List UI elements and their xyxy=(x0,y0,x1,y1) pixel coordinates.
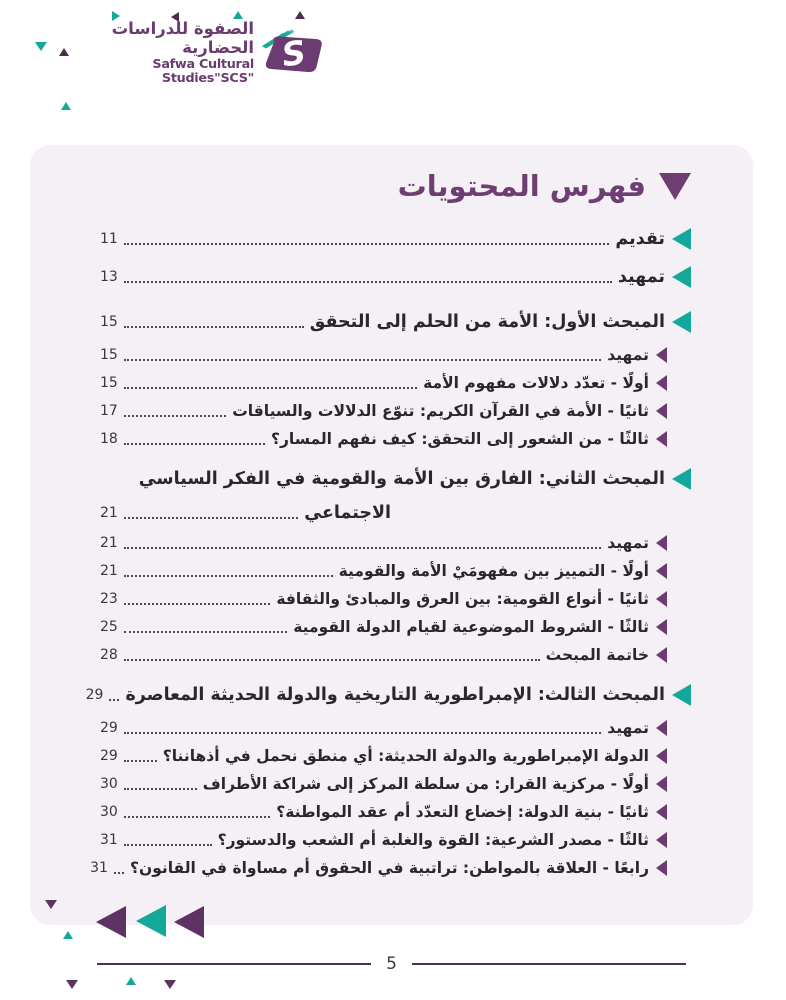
toc-entry-label: ثانيًا - أنواع القومية: بين العرق والمبادئ والثقافة xyxy=(276,589,649,608)
toc-entry[interactable] xyxy=(100,341,691,369)
toc-entry[interactable] xyxy=(100,714,691,742)
toc-entry-page: 21 xyxy=(100,505,118,522)
page-title: فهرس المحتويات xyxy=(397,169,646,203)
toc-entry[interactable] xyxy=(100,613,691,641)
toc-entry-page: 11 xyxy=(100,230,118,247)
deco-big-triangle-left-icon xyxy=(96,906,126,938)
toc-entry[interactable] xyxy=(100,397,691,425)
toc-entry[interactable] xyxy=(100,641,691,669)
triangle-left-icon xyxy=(656,647,667,663)
deco-triangle-up-icon xyxy=(126,977,136,985)
brand-english-name: Safwa Cultural Studies"SCS" xyxy=(152,56,254,86)
deco-triangle-up-icon xyxy=(63,931,73,939)
toc-entry[interactable] xyxy=(100,798,691,826)
dotted-leader xyxy=(124,281,612,283)
triangle-left-icon xyxy=(672,468,691,490)
toc-entry-label: خاتمة المبحث xyxy=(545,645,649,664)
dotted-leader xyxy=(124,415,226,417)
dotted-leader xyxy=(124,387,417,389)
toc-entry-label: ثالثًا - من الشعور إلى التحقق: كيف نفهم المسار؟ xyxy=(270,429,649,448)
dotted-leader xyxy=(124,732,601,734)
toc-entry-page: 30 xyxy=(100,775,118,792)
title-marker-triangle-down-icon xyxy=(659,173,691,200)
toc-entry[interactable] xyxy=(100,258,691,296)
toc-entry[interactable] xyxy=(100,742,691,770)
triangle-left-icon xyxy=(656,591,667,607)
footer-rule-left xyxy=(97,963,371,965)
triangle-left-icon xyxy=(656,563,667,579)
triangle-left-icon xyxy=(672,266,691,288)
deco-big-triangle-left-icon xyxy=(136,905,166,937)
deco-triangle-down-icon xyxy=(66,980,78,989)
toc-entry-label: أولًا - تعدّد دلالات مفهوم الأمة xyxy=(423,373,649,392)
triangle-left-icon xyxy=(656,832,667,848)
toc-entry[interactable] xyxy=(100,461,691,498)
toc-entry[interactable] xyxy=(100,425,691,453)
dotted-leader xyxy=(124,844,212,846)
triangle-left-icon xyxy=(672,311,691,333)
triangle-left-icon xyxy=(672,684,691,706)
triangle-left-icon xyxy=(656,748,667,764)
triangle-left-icon xyxy=(656,535,667,551)
toc-entry-page: 15 xyxy=(100,346,118,363)
toc-entry-page: 21 xyxy=(100,562,118,579)
toc-entry-label: رابعًا - العلاقة بالمواطن: تراتبية في الحقوق أم مساواة في القانون؟ xyxy=(129,858,649,877)
toc-list xyxy=(85,220,691,882)
toc-entry-page: 15 xyxy=(100,314,118,331)
dotted-leader xyxy=(124,788,197,790)
triangle-left-icon xyxy=(656,347,667,363)
toc-entry[interactable] xyxy=(100,529,691,557)
deco-triangle-left-icon xyxy=(171,12,179,22)
triangle-left-icon xyxy=(656,720,667,736)
dotted-leader xyxy=(124,575,333,577)
footer-rule-right xyxy=(412,963,686,965)
toc-entry[interactable] xyxy=(90,854,691,882)
toc-entry-continuation[interactable] xyxy=(100,498,691,529)
toc-entry-label: المبحث الأول: الأمة من الحلم إلى التحقق xyxy=(309,312,665,333)
toc-entry-page: 17 xyxy=(100,402,118,419)
toc-entry-label: الدولة الإمبراطورية والدولة الحديثة: أي منطق نحمل في أذهاننا؟ xyxy=(162,746,649,765)
toc-entry[interactable] xyxy=(100,770,691,798)
toc-entry-label: الاجتماعي xyxy=(304,503,391,524)
toc-entry-page: 29 xyxy=(85,687,104,704)
deco-big-triangle-left-icon xyxy=(174,906,204,938)
dotted-leader xyxy=(124,359,601,361)
toc-entry-label: تمهيد xyxy=(617,266,665,287)
deco-triangle-up-icon xyxy=(295,11,305,19)
dotted-leader xyxy=(109,699,119,701)
toc-entry-page: 31 xyxy=(90,859,108,876)
triangle-left-icon xyxy=(672,228,691,250)
toc-entry-label: ثالثًا - مصدر الشرعية: القوة والغلبة أم الشعب والدستور؟ xyxy=(217,830,649,849)
dotted-leader xyxy=(124,816,270,818)
toc-title-row xyxy=(100,169,691,204)
toc-entry-label: تمهيد xyxy=(607,718,649,737)
toc-entry-label: ثانيًا - بنية الدولة: إخضاع التعدّد أم عقد المواطنة؟ xyxy=(276,802,649,821)
toc-entry-label: أولًا - التمييز بين مفهومَيْ الأمة والقومية xyxy=(338,561,649,580)
toc-entry-label: أولًا - مركزية القرار: من سلطة المركز إلى شراكة الأطراف xyxy=(202,774,649,793)
toc-entry-label: تمهيد xyxy=(607,345,649,364)
dotted-leader xyxy=(124,517,298,519)
dotted-leader xyxy=(114,872,124,874)
dotted-leader xyxy=(124,760,157,762)
triangle-left-icon xyxy=(656,619,667,635)
safwa-logo-icon xyxy=(259,29,325,77)
toc-entry-label: ثانيًا - الأمة في القرآن الكريم: تنوّع الدلالات والسياقات xyxy=(232,401,649,420)
deco-triangle-down-icon xyxy=(164,980,176,989)
toc-entry-label: تقديم xyxy=(615,228,665,249)
toc-entry-page: 23 xyxy=(100,590,118,607)
deco-triangle-down-icon xyxy=(45,900,57,909)
toc-entry-page: 28 xyxy=(100,646,118,663)
toc-entry[interactable] xyxy=(100,304,691,341)
triangle-left-icon xyxy=(656,804,667,820)
toc-entry-page: 25 xyxy=(100,618,118,635)
deco-triangle-up-icon xyxy=(59,48,69,56)
triangle-left-icon xyxy=(656,403,667,419)
toc-entry-label: تمهيد xyxy=(607,533,649,552)
dotted-leader xyxy=(124,326,304,328)
svg-text:S: S xyxy=(279,32,309,75)
toc-entry-label: المبحث الثالث: الإمبراطورية التاريخية والدولة الحديثة المعاصرة xyxy=(125,685,665,706)
brand-text xyxy=(94,20,254,86)
toc-entry-label: ثالثًا - الشروط الموضوعية لقيام الدولة القومية xyxy=(293,617,649,636)
deco-triangle-up-icon xyxy=(61,102,71,110)
toc-entry-page: 29 xyxy=(100,719,118,736)
dotted-leader xyxy=(124,547,601,549)
dotted-leader xyxy=(124,603,271,605)
toc-entry[interactable] xyxy=(85,677,691,714)
triangle-left-icon xyxy=(656,776,667,792)
toc-entry-page: 13 xyxy=(100,268,118,285)
deco-triangle-down-icon xyxy=(35,42,47,51)
toc-entry-page: 21 xyxy=(100,534,118,551)
dotted-leader xyxy=(124,443,265,445)
toc-entry[interactable] xyxy=(100,585,691,613)
toc-entry[interactable] xyxy=(100,826,691,854)
brand-logo xyxy=(94,20,325,86)
toc-entry-label: المبحث الثاني: الفارق بين الأمة والقومية في الفكر السياسي xyxy=(138,469,665,490)
toc-entry[interactable] xyxy=(100,220,691,258)
toc-entry[interactable] xyxy=(100,369,691,397)
triangle-left-icon xyxy=(656,431,667,447)
toc-entry-page: 30 xyxy=(100,803,118,820)
brand-arabic-name: الصفوة للدراسات الحضارية xyxy=(111,19,254,57)
toc-entry-page: 15 xyxy=(100,374,118,391)
triangle-left-icon xyxy=(656,860,667,876)
toc-entry[interactable] xyxy=(100,557,691,585)
dotted-leader xyxy=(124,631,287,633)
triangle-left-icon xyxy=(656,375,667,391)
dotted-leader xyxy=(124,243,610,245)
toc-entry-page: 18 xyxy=(100,430,118,447)
page-footer xyxy=(97,954,686,974)
deco-triangle-up-icon xyxy=(233,11,243,19)
toc-entry-page: 31 xyxy=(100,831,118,848)
dotted-leader xyxy=(124,659,540,661)
toc-panel xyxy=(30,145,753,925)
page-number: 5 xyxy=(386,954,397,974)
toc-entry-page: 29 xyxy=(100,747,118,764)
deco-triangle-right-icon xyxy=(112,11,120,21)
